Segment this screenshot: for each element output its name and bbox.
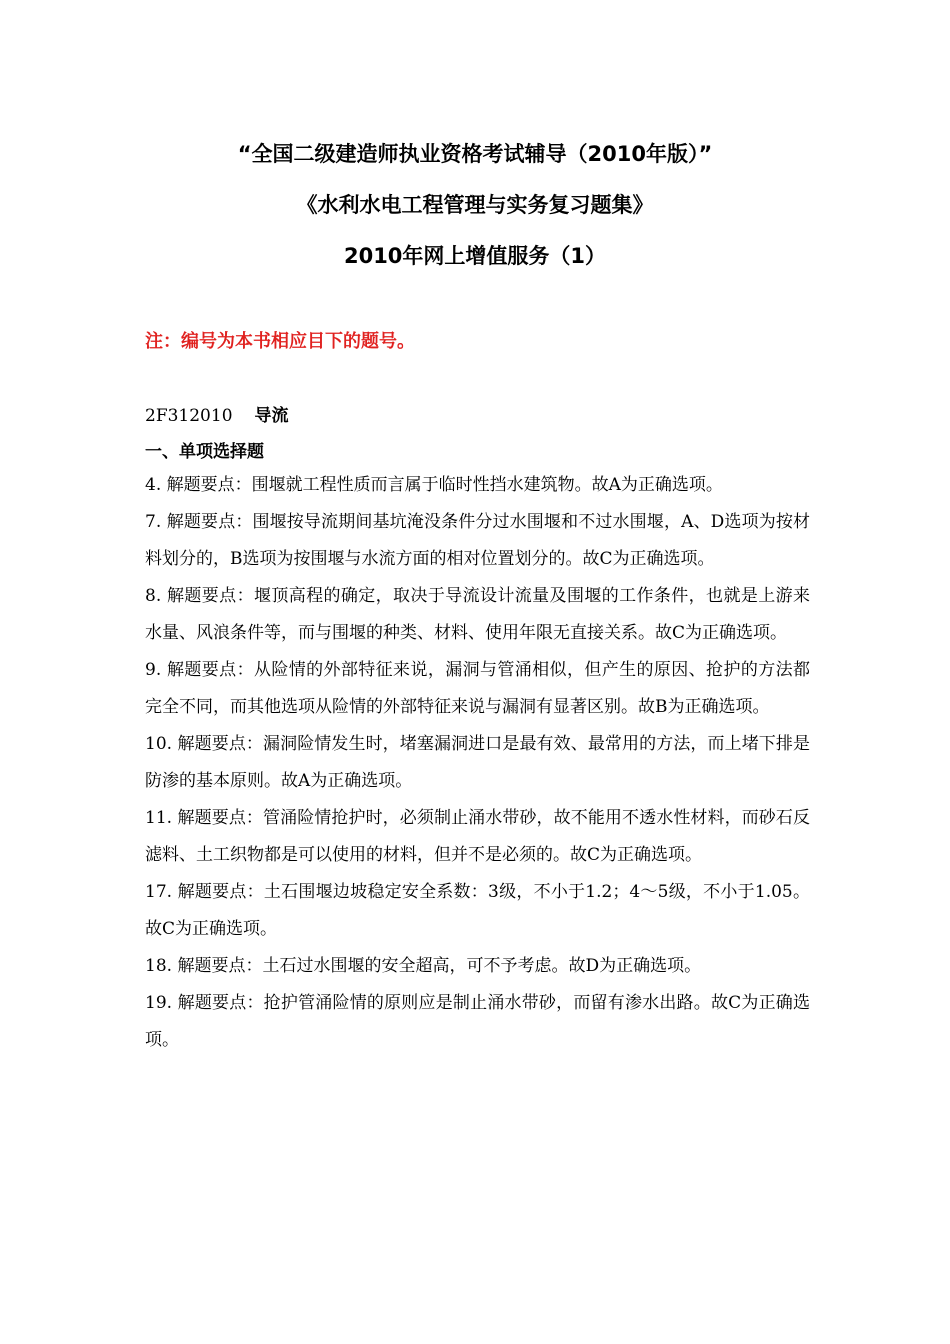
- list-item: 10. 解题要点：漏洞险情发生时，堵塞漏洞进口是最有效、最常用的方法，而上堵下排是防渗的基本原则。故A为正确选项。: [145, 734, 810, 791]
- title-line-3: 2010年网上增值服务（1）: [343, 244, 607, 268]
- list-item: 19. 解题要点：抢护管涌险情的原则应是制止涌水带砂，而留有渗水出路。故C为正确选项。: [145, 993, 810, 1050]
- list-item: 7. 解题要点：围堰按导流期间基坑淹没条件分过水围堰和不过水围堰，A、D选项为按材料划分的，B选项为按围堰与水流方面的相对位置划分的。故C为正确选项。: [145, 512, 810, 569]
- list-item: 8. 解题要点：堰顶高程的确定，取决于导流设计流量及围堰的工作条件，也就是上游来水量、风浪条件等，而与围堰的种类、材料、使用年限无直接关系。故C为正确选项。: [145, 586, 810, 643]
- subheading: 一、单项选择题: [145, 442, 264, 462]
- section-name: 导流: [254, 406, 289, 426]
- section-heading: [145, 401, 289, 426]
- answer-list: [145, 467, 810, 1059]
- list-item: 18. 解题要点：土石过水围堰的安全超高，可不予考虑。故D为正确选项。: [145, 956, 702, 976]
- list-item: 4. 解题要点：围堰就工程性质而言属于临时性挡水建筑物。故A为正确选项。: [145, 475, 723, 495]
- title-line-2: 《水利水电工程管理与实务复习题集》: [296, 193, 654, 217]
- list-item: 17. 解题要点：土石围堰边坡稳定安全系数：3级，不小于1.2；4～5级，不小于1.05。故C为正确选项。: [145, 882, 810, 939]
- section-code: 2F312010: [145, 406, 233, 426]
- note-text: 注：编号为本书相应目下的题号。: [145, 331, 415, 352]
- title-line-1: “全国二级建造师执业资格考试辅导（2010年版）”: [237, 142, 713, 166]
- list-item: 11. 解题要点：管涌险情抢护时，必须制止涌水带砂，故不能用不透水性材料，而砂石反滤料、土工织物都是可以使用的材料，但并不是必须的。故C为正确选项。: [145, 808, 810, 865]
- list-item: 9. 解题要点：从险情的外部特征来说，漏洞与管涌相似，但产生的原因、抢护的方法都完全不同，而其他选项从险情的外部特征来说与漏洞有显著区别。故B为正确选项。: [145, 660, 810, 717]
